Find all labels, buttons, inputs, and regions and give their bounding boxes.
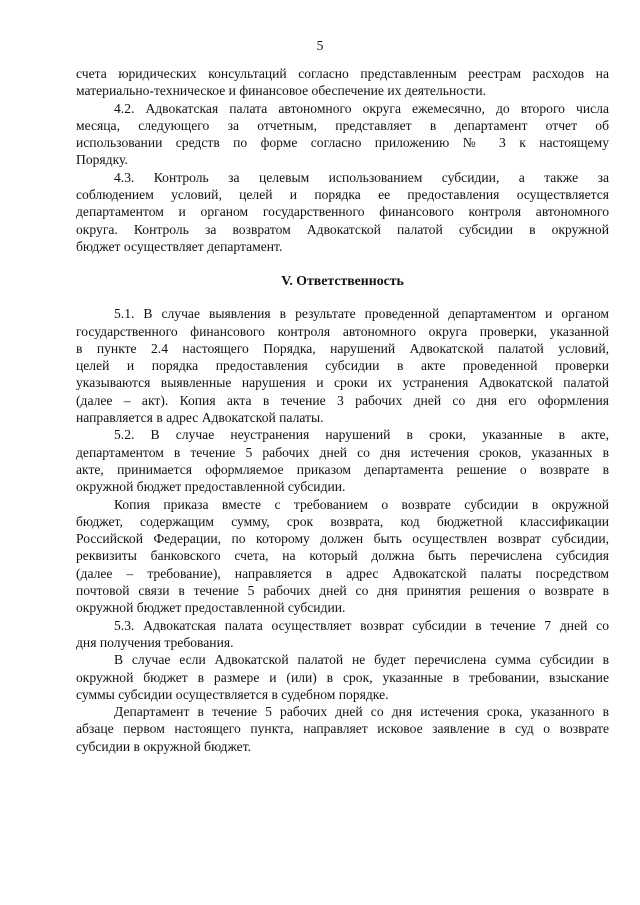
text-line: абзаце первом настоящего пункта, направляет исковое заявление в суд о возврате xyxy=(76,721,609,737)
text-line: суммы субсидии осуществляется в судебном порядке. xyxy=(76,686,389,702)
page-number: 5 xyxy=(316,38,324,53)
paragraph-p-case xyxy=(76,651,609,703)
text-line: государственного финансового контроля автономного округа проверки, указанной xyxy=(76,323,609,339)
paragraph-p-copy xyxy=(76,496,609,617)
text-line: 4.2. Адвокатская палата автономного округа ежемесячно, до второго числа xyxy=(114,100,609,116)
text-line: Департамент в течение 5 рабочих дней со дня истечения срока, указанного в xyxy=(114,704,609,720)
text-line: акте, принимается оформляемое приказом департамента решение о возврате в xyxy=(76,461,609,477)
text-line: Порядку. xyxy=(76,152,128,168)
paragraph-p-4-3 xyxy=(76,169,609,255)
text-line: целей и порядка предоставления субсидии в акте проведенной проверки xyxy=(76,358,609,374)
text-line: департаментом в течение 5 рабочих дней со дня истечения сроков, указанных в xyxy=(76,444,609,460)
text-line: бюджет осуществляет департамент. xyxy=(76,238,283,254)
text-line: округа. Контроль за возвратом Адвокатской палатой субсидии в окружной xyxy=(76,221,609,237)
text-line: бюджет, содержащим сумму, срок возврата, код бюджетной классификации xyxy=(76,513,609,529)
section-heading: V. Ответственность xyxy=(281,273,404,289)
text-line: почтовой связи в течение 5 рабочих дней со дня принятия решения о возврате в xyxy=(76,583,609,599)
text-line: департаментом и органом государственного финансового контроля автономного xyxy=(76,204,609,220)
text-line: использовании средств по форме согласно приложению № 3 к настоящему xyxy=(76,135,609,151)
text-line: Копия приказа вместе с требованием о возврате субсидии в окружной xyxy=(114,496,609,512)
text-line: субсидии в окружной бюджет. xyxy=(76,738,252,754)
text-line: материально-техническое и финансовое обеспечение их деятельности. xyxy=(76,83,487,99)
text-line: дня получения требования. xyxy=(76,634,234,650)
text-line: В случае если Адвокатской палатой не будет перечислена сумма субсидии в xyxy=(114,652,609,668)
paragraph-p-cont xyxy=(76,65,609,100)
text-line: 4.3. Контроль за целевым использованием субсидии, а также за xyxy=(114,169,609,185)
text-line: (далее – требование), направляется в адрес Адвокатской палаты посредством xyxy=(76,565,609,581)
paragraph-p-5-1 xyxy=(76,305,609,426)
text-line: направляется в адрес Адвокатской палаты. xyxy=(76,410,324,426)
text-line: реквизиты банковского счета, на который должна быть перечислена субсидия xyxy=(76,548,609,564)
paragraph-p-5-2 xyxy=(76,426,609,495)
text-line: счета юридических консультаций согласно представленным реестрам расходов на xyxy=(76,66,609,81)
text-line: окружной бюджет предоставленной субсидии. xyxy=(76,600,346,616)
paragraph-p-5-3 xyxy=(76,617,609,652)
text-line: 5.2. В случае неустранения нарушений в сроки, указанные в акте, xyxy=(114,427,609,443)
text-line: 5.1. В случае выявления в результате проведенной департаментом и органом xyxy=(114,306,609,322)
text-line: указываются выявленные нарушения и сроки их устранения Адвокатской палатой xyxy=(76,375,609,391)
section-4-paragraphs xyxy=(76,65,609,255)
text-line: соблюдением условий, целей и порядка ее предоставления осуществляется xyxy=(76,187,609,203)
document-body xyxy=(76,65,609,755)
text-line: 5.3. Адвокатская палата осуществляет возврат субсидии в течение 7 дней со xyxy=(114,617,609,633)
text-line: Российской Федерации, по которому должен быть осуществлен возврат субсидии, xyxy=(76,531,609,547)
text-line: окружной бюджет в размере и (или) в срок, указанные в требовании, взыскание xyxy=(76,669,609,685)
text-line: окружной бюджет предоставленной субсидии. xyxy=(76,479,346,495)
paragraph-p-dept xyxy=(76,703,609,755)
paragraph-p-4-2 xyxy=(76,100,609,169)
section-5-paragraphs xyxy=(76,305,609,755)
text-line: (далее – акт). Копия акта в течение 3 рабочих дней со дня его оформления xyxy=(76,392,609,408)
text-line: в пункте 2.4 настоящего Порядка, нарушений Адвокатской палатой условий, xyxy=(76,340,609,356)
text-line: месяца, следующего за отчетным, представляет в департамент отчет об xyxy=(76,117,609,133)
